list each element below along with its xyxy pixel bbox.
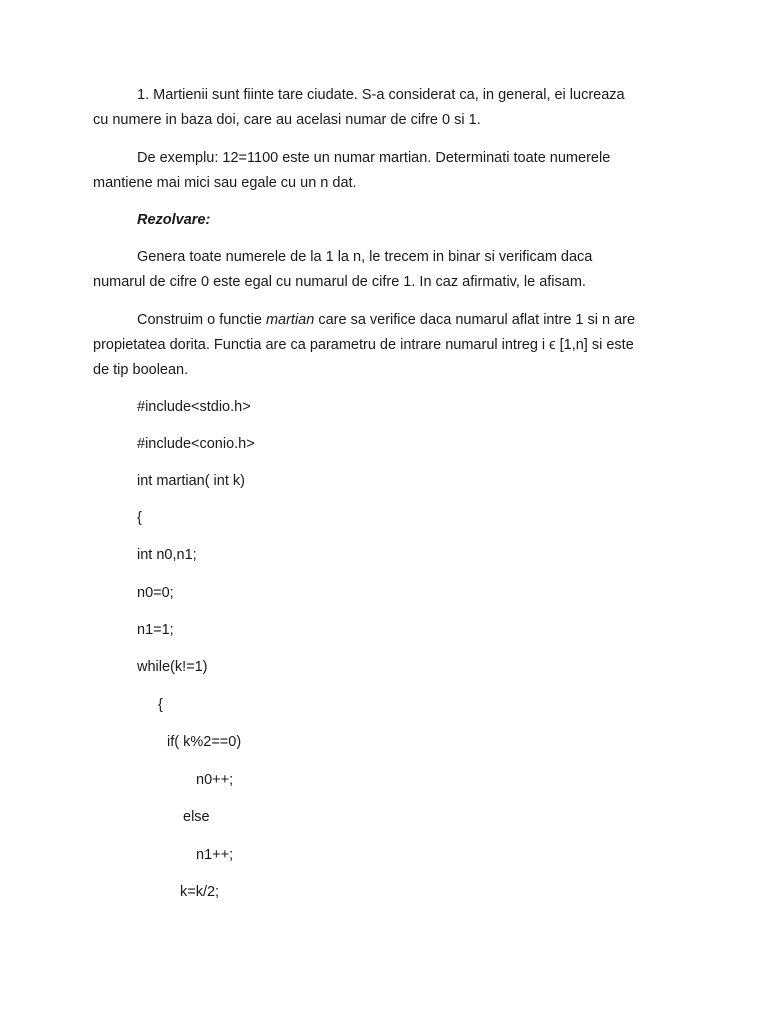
paragraph-4-line-3: de tip boolean. (93, 362, 189, 378)
code-line: int martian( int k) (137, 473, 245, 489)
code-line: { (158, 697, 163, 713)
paragraph-4-text-after: care sa verifice daca numarul aflat intre 1 si n are (314, 312, 636, 328)
code-line: n0=0; (137, 585, 174, 601)
code-line: #include<conio.h> (137, 436, 255, 452)
paragraph-3-line-2: numarul de cifre 0 este egal cu numarul de cifre 1. In caz afirmativ, le afisam. (93, 274, 586, 290)
section-heading: Rezolvare: (137, 212, 211, 228)
paragraph-4-line-2: propietatea dorita. Functia are ca parametru de intrare numarul intreg i ϵ [1,n] si este (93, 337, 634, 353)
code-line: n1++; (196, 847, 234, 863)
code-line: { (137, 510, 142, 526)
paragraph-1-line-2: cu numere in baza doi, care au acelasi numar de cifre 0 si 1. (93, 112, 481, 128)
code-line: int n0,n1; (137, 547, 197, 563)
paragraph-1-line-1: 1. Martienii sunt fiinte tare ciudate. S-a considerat ca, in general, ei lucreaza (137, 87, 625, 103)
paragraph-2-line-1: De exemplu: 12=1100 este un numar martian. Determinati toate numerele (137, 150, 611, 166)
function-name-emphasis: martian (265, 312, 315, 328)
code-line: n0++; (196, 772, 234, 788)
code-line: k=k/2; (180, 884, 220, 900)
code-line: if( k%2==0) (167, 734, 242, 750)
paragraph-4-text-before: Construim o functie (137, 312, 266, 328)
code-line: #include<stdio.h> (137, 399, 251, 415)
paragraph-3-line-1: Genera toate numerele de la 1 la n, le trecem in binar si verificam daca (137, 249, 593, 265)
code-line: while(k!=1) (137, 659, 208, 675)
code-line: else (183, 809, 210, 825)
paragraph-2-line-2: mantiene mai mici sau egale cu un n dat. (93, 175, 357, 191)
code-line: n1=1; (137, 622, 174, 638)
paragraph-4-line-1 (137, 311, 635, 329)
